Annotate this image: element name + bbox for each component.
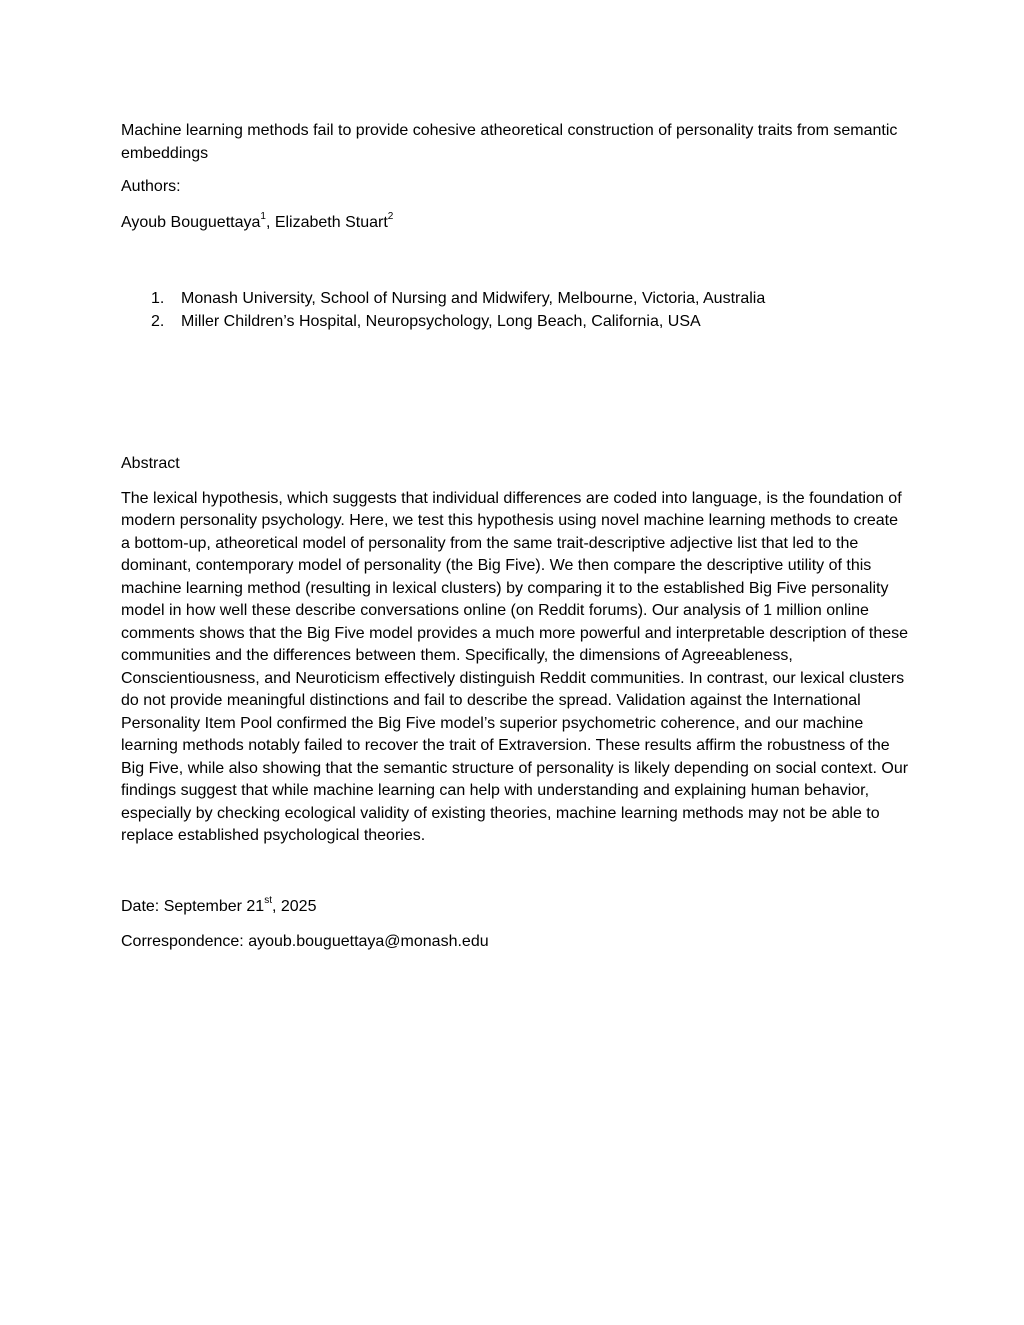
date-suffix: , 2025 — [271, 897, 317, 915]
correspondence-line: Correspondence: ayoub.bouguettaya@monash.edu — [121, 933, 489, 950]
author-separator: , — [265, 213, 275, 231]
author-affiliation-mark: 2 — [387, 211, 394, 223]
paper-title: Machine learning methods fail to provide cohesive atheoretical construction of personality traits from semantic embeddings — [121, 122, 898, 162]
affiliation-number: 2. — [151, 312, 165, 330]
date-line — [121, 896, 911, 919]
author-list — [121, 212, 911, 235]
abstract-body: The lexical hypothesis, which suggests that individual differences are coded into language, is the foundation of modern personality psychology. Here, we test this hypothesis using novel machine learning methods to create a bottom-up, atheoretical model of personality from the same trait-descriptive adjective list that led to the dominant, contemporary model of personality (the Big Five). We then compare the descriptive utility of this machine learning method (resulting in lexical clusters) by comparing it to the established Big Five personality model in how well these describe conversations online (on Reddit forums). Our analysis of 1 million online comments shows that the Big Five model provides a much more powerful and interpretable description of these communities and the differences between them. Specifically, the dimensions of Agreeableness, Conscientiousness, and Neuroticism effectively distinguish Reddit communities. In contrast, our lexical clusters do not provide meaningful distinctions and fail to describe the spread. Validation against the International Personality Item Pool confirmed the Big Five model’s superior psychometric coherence, and our machine learning methods notably failed to recover the trait of Extraversion. These results affirm the robustness of the Big Five, while also showing that the semantic structure of personality is likely depending on social context. Our findings suggest that while machine learning can help with understanding and explaining human behavior, especially by checking ecological validity of existing theories, machine learning methods may not be able to replace established psychological theories. — [121, 489, 909, 844]
author-name: Ayoub Bouguettaya — [121, 213, 261, 231]
date-ordinal: st — [264, 895, 272, 907]
authors-label: Authors: — [121, 178, 181, 195]
abstract-heading: Abstract — [121, 455, 180, 472]
affiliation-text: Monash University, School of Nursing and Midwifery, Melbourne, Victoria, Australia — [181, 290, 766, 307]
date-prefix: Date: September 21 — [121, 897, 265, 915]
document-page — [121, 120, 911, 967]
affiliation-number: 1. — [151, 290, 165, 307]
affiliation-text: Miller Children’s Hospital, Neuropsychology, Long Beach, California, USA — [181, 312, 701, 330]
affiliation-item — [151, 311, 911, 334]
affiliation-item — [151, 288, 911, 311]
affiliation-list — [121, 288, 911, 333]
author-name: Elizabeth Stuart — [274, 213, 388, 231]
author-affiliation-mark: 1 — [260, 211, 266, 223]
